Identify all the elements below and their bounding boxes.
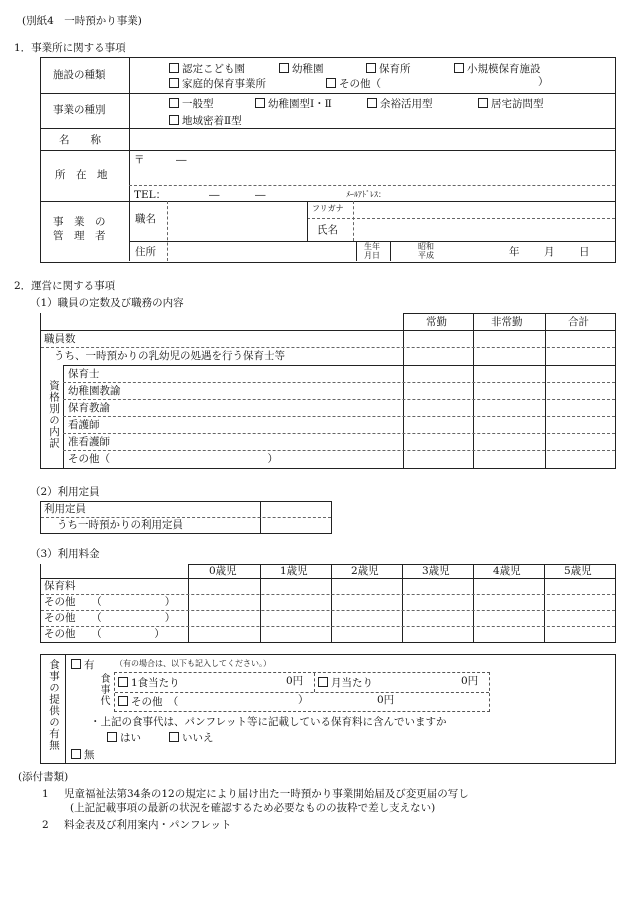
email-label: ﾒｰﾙｱﾄﾞﾚｽ： [346, 190, 386, 199]
business-option[interactable] [255, 96, 332, 111]
qualification-row: 幼稚園教諭 [68, 385, 121, 397]
manager-label: 管 理 者 [53, 230, 106, 242]
staff-col-header: 常勤 [426, 316, 447, 328]
meal-other-label: その他 （ [131, 696, 179, 708]
meal-other-close: ） [298, 694, 309, 706]
checkbox-icon [169, 115, 179, 125]
meal-other-option[interactable] [118, 694, 178, 709]
checkbox-icon [169, 98, 179, 108]
per-meal-label: 1食当たり [131, 677, 180, 689]
residence-label: 住所 [135, 246, 156, 258]
facility-option-label: 認定こども園 [182, 63, 245, 75]
checkbox-icon [367, 98, 377, 108]
business-option[interactable] [367, 96, 433, 111]
attachment-item: 料金表及び利用案内・パンフレット [64, 819, 232, 831]
checkbox-icon [318, 677, 328, 687]
checkbox-icon [71, 659, 81, 669]
furigana-label: フリガナ [312, 204, 344, 213]
checkbox-icon [366, 63, 376, 73]
facility-option-label: 保育所 [379, 63, 411, 75]
tel-separator: ― [255, 189, 266, 201]
staff-sub-label: うち、一時預かりの乳幼児の処遇を行う保育士等 [54, 350, 285, 362]
qualification-row: 准看護師 [68, 436, 110, 448]
qualification-side-label: 資格別の内訳 [48, 380, 60, 449]
facility-option-other[interactable] [326, 76, 381, 91]
per-month-label: 月当たり [331, 677, 373, 689]
meals-side-label: 食事の提供の有無 [48, 659, 60, 751]
attachment-item: 児童福祉法第34条の12の規定により届け出た一時預かり事業開始届及び変更届の写し [64, 788, 469, 800]
facility-option-label: 家庭的保育事業所 [182, 78, 266, 90]
fees-col-header: 1歳児 [280, 565, 308, 577]
staff-total-label: 職員数 [44, 333, 76, 345]
answer-no-label: いいえ [182, 732, 214, 744]
staff-col-header: 合計 [568, 316, 589, 328]
capacity-row-label: うち一時預かりの利用定員 [57, 519, 183, 531]
business-option-label: 余裕活用型 [380, 98, 433, 110]
checkbox-icon [118, 696, 128, 706]
meals-box [40, 654, 616, 764]
attachment-number: 1 [42, 788, 49, 800]
job-title-label: 職名 [135, 213, 156, 225]
fees-col-header: 4歳児 [493, 565, 521, 577]
answer-yes-label: はい [120, 732, 141, 744]
fees-col-header: 0歳児 [209, 565, 237, 577]
capacity-heading: （2）利用定員 [30, 486, 100, 498]
answer-no-option[interactable] [169, 730, 214, 745]
business-option[interactable] [169, 113, 242, 128]
meals-yes-label: 有 [84, 659, 95, 671]
month-label: 月 [544, 246, 555, 258]
address-label: 所 在 地 [55, 169, 108, 181]
attachment-number: 2 [42, 819, 49, 831]
business-option[interactable] [169, 96, 214, 111]
birth-label: 月日 [364, 251, 380, 260]
fees-row-label: その他 （ ） [44, 612, 176, 624]
checkbox-icon [454, 63, 464, 73]
facility-type-label: 施設の種類 [53, 69, 106, 81]
postal-mark: 〒 ― [134, 154, 187, 166]
per-month-option[interactable] [318, 675, 373, 690]
fees-row-label: その他 （ ） [44, 628, 165, 640]
business-option[interactable] [478, 96, 544, 111]
meals-no-option[interactable] [71, 747, 95, 762]
qualification-row: 看護師 [68, 419, 100, 431]
business-info-table [40, 57, 616, 263]
staff-table [40, 313, 616, 469]
business-option-label: 地域密着Ⅱ型 [182, 115, 242, 127]
meals-question: ・上記の食事代は、パンフレット等に記載している保育料に含んでいますか [90, 716, 447, 728]
capacity-table [40, 501, 332, 534]
qualification-row: 保育士 [68, 368, 100, 380]
business-option-label: 一般型 [182, 98, 214, 110]
per-month-unit: 0円 [461, 675, 479, 687]
tel-label: TEL： [134, 189, 167, 201]
name-label: 名 称 [59, 134, 101, 146]
document-title: (別紙4 一時預かり事業) [22, 15, 142, 27]
checkbox-icon [169, 732, 179, 742]
year-label: 年 [509, 246, 520, 258]
meal-other-unit: 0円 [377, 694, 395, 706]
attachments-heading: (添付書類) [18, 771, 69, 783]
facility-option-label: その他（ [339, 78, 381, 90]
checkbox-icon [279, 63, 289, 73]
facility-option[interactable] [169, 76, 266, 91]
fees-col-header: 5歳児 [564, 565, 592, 577]
facility-other-close: ） [538, 76, 549, 88]
manager-label: 事 業 の [53, 216, 106, 228]
facility-option-label: 小規模保育施設 [467, 63, 541, 75]
meals-no-label: 無 [84, 749, 95, 761]
per-meal-option[interactable] [118, 675, 180, 690]
section1-heading: 1．事業所に関する事項 [14, 42, 126, 54]
checkbox-icon [71, 749, 81, 759]
qualification-row: 保育教諭 [68, 402, 110, 414]
meals-yes-option[interactable] [71, 657, 95, 672]
meal-cost-label: 食事代 [98, 673, 109, 706]
staff-col-header: 非常勤 [491, 316, 523, 328]
facility-option[interactable] [169, 61, 245, 76]
fees-col-header: 2歳児 [351, 565, 379, 577]
era-label: 平成 [418, 251, 434, 260]
per-meal-unit: 0円 [286, 675, 304, 687]
attachment-note: (上記記載事項の最新の状況を確認するため必要なものの抜粋で差し支えない) [70, 802, 436, 814]
facility-option[interactable] [279, 61, 324, 76]
meals-yes-note: （有の場合は、以下も記入してください。） [115, 659, 271, 668]
qualification-row: その他（ ） [68, 453, 278, 465]
facility-option[interactable] [366, 61, 411, 76]
fees-table [40, 564, 616, 643]
capacity-row-label: 利用定員 [44, 503, 86, 515]
facility-option[interactable] [454, 61, 541, 76]
staff-heading: （1）職員の定数及び職務の内容 [30, 297, 184, 309]
person-name-label: 氏名 [317, 224, 338, 236]
checkbox-icon [326, 78, 336, 88]
business-option-label: 幼稚園型Ⅰ・Ⅱ [268, 98, 332, 110]
checkbox-icon [107, 732, 117, 742]
tel-separator: ― [209, 189, 220, 201]
day-label: 日 [579, 246, 590, 258]
fees-heading: （3）利用料金 [30, 548, 100, 560]
checkbox-icon [478, 98, 488, 108]
business-type-label: 事業の種別 [53, 104, 106, 116]
checkbox-icon [169, 63, 179, 73]
fees-col-header: 3歳児 [422, 565, 450, 577]
checkbox-icon [169, 78, 179, 88]
checkbox-icon [255, 98, 265, 108]
fees-row-label: その他 （ ） [44, 596, 176, 608]
fees-row-label: 保育料 [44, 580, 76, 592]
facility-option-label: 幼稚園 [292, 63, 324, 75]
checkbox-icon [118, 677, 128, 687]
era-label: 昭和 [418, 242, 434, 251]
answer-yes-option[interactable] [107, 730, 141, 745]
section2-heading: 2．運営に関する事項 [14, 280, 116, 292]
birth-label: 生年 [364, 242, 380, 251]
business-option-label: 居宅訪問型 [491, 98, 544, 110]
